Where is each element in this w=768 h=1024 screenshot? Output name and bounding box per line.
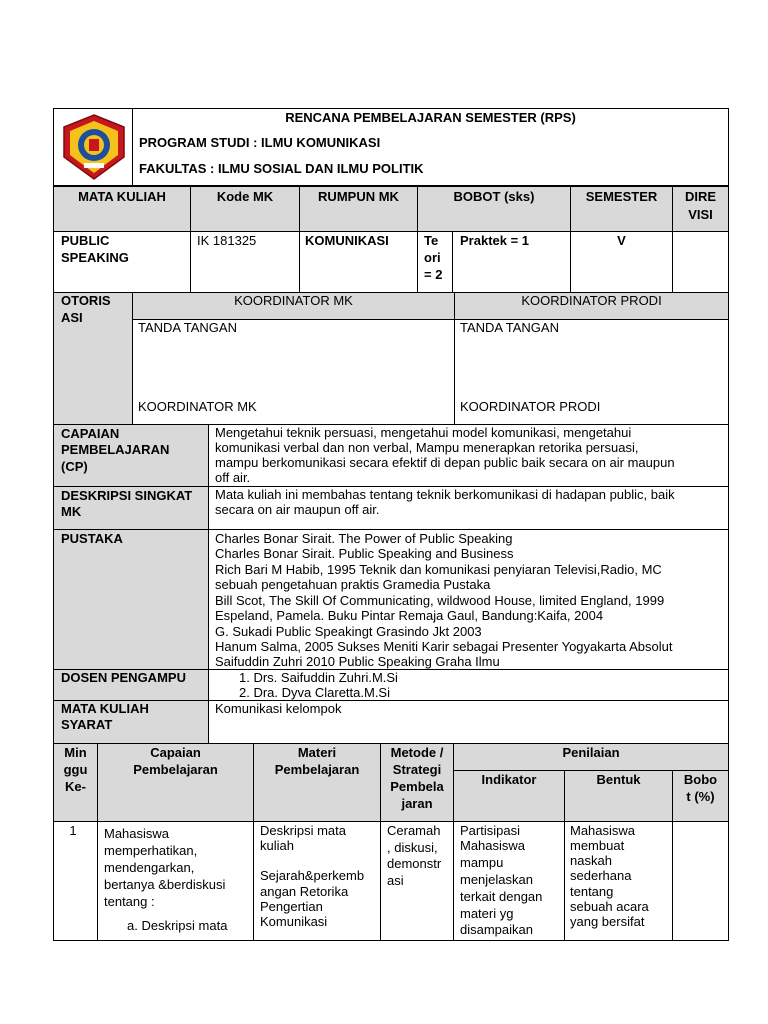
course-teori-3: = 2 <box>424 267 443 282</box>
hdr-direvisi-text-2: VISI <box>688 207 713 222</box>
capaian-line-4: off air. <box>215 470 251 485</box>
th-minggu-text: Ke- <box>65 779 86 794</box>
capaian-line-2: komunikasi verbal dan non verbal, Mampu menerapkan retorika persuasi, <box>215 440 639 455</box>
r1-materi-line: angan Retorika <box>260 884 349 899</box>
capaian-label-1: CAPAIAN <box>61 426 120 441</box>
th-bobot-text: Bobo <box>683 772 718 787</box>
ttd-left-label: TANDA TANGAN <box>138 320 237 335</box>
r1-bentuk-line: Mahasiswa <box>570 823 636 838</box>
r1-indikator-line: Mahasiswa <box>460 838 526 853</box>
r1-bentuk-line: tentang <box>570 884 614 899</box>
r1-metode-line: demonstr <box>387 856 442 871</box>
r1-indikator-line: mampu <box>460 855 504 870</box>
deskripsi-label-2: MK <box>61 504 82 519</box>
r1-bentuk-line: membuat <box>570 838 625 853</box>
th-minggu-text: Min <box>64 745 87 760</box>
deskripsi-label-1: DESKRIPSI SINGKAT <box>61 488 193 503</box>
th-metode-text: jaran <box>401 796 433 811</box>
capaian-line-3: mampu berkomunikasi secara efektif di depan public baik secara on air maupun <box>215 455 675 470</box>
course-name-1: PUBLIC <box>61 233 110 248</box>
koordinator-prodi-head-text: KOORDINATOR PRODI <box>521 293 662 308</box>
pustaka-item: Charles Bonar Sirait. The Power of Public Speaking <box>215 531 513 546</box>
r1-indikator-line: Partisipasi <box>460 823 520 838</box>
course-teori-2: ori <box>424 250 441 265</box>
r1-capaian-line: Mahasiswa <box>104 826 170 841</box>
th-penilaian-text: Penilaian <box>562 745 620 760</box>
otorisasi-label-2: ASI <box>61 310 83 325</box>
course-rumpun: KOMUNIKASI <box>305 233 389 248</box>
r1-capaian-line: memperhatikan, <box>104 843 198 858</box>
th-capaian-text: Capaian <box>150 745 201 760</box>
pustaka-item: Saifuddin Zuhri 2010 Public Speaking Graha Ilmu <box>215 654 500 669</box>
program-studi: PROGRAM STUDI : ILMU KOMUNIKASI <box>139 135 381 150</box>
ttd-left-name: KOORDINATOR MK <box>138 399 257 414</box>
deskripsi-line-1: Mata kuliah ini membahas tentang teknik berkomunikasi di hadapan public, baik <box>215 487 675 502</box>
course-praktek: Praktek = 1 <box>460 233 530 248</box>
ttd-right-name: KOORDINATOR PRODI <box>460 399 601 414</box>
r1-metode-line: asi <box>387 873 404 888</box>
r1-minggu-cell <box>53 821 98 941</box>
hdr-kode-mk-text: Kode MK <box>216 189 274 204</box>
hdr-mata-kuliah-text: MATA KULIAH <box>78 189 166 204</box>
deskripsi-line-2: secara on air maupun off air. <box>215 502 380 517</box>
otorisasi-label-1: OTORIS <box>61 293 111 308</box>
r1-bentuk-line: naskah <box>570 853 612 868</box>
r1-metode-line: , diskusi, <box>387 840 438 855</box>
syarat-label-1: MATA KULIAH <box>61 701 149 716</box>
syarat-label-2: SYARAT <box>61 717 113 732</box>
r1-bentuk-line: sederhana <box>570 868 632 883</box>
university-seal-icon <box>58 113 130 181</box>
th-bentuk-text: Bentuk <box>596 772 641 787</box>
hdr-direvisi-text-1: DIRE <box>684 189 717 204</box>
r1-capaian-line: a. Deskripsi mata <box>127 918 228 933</box>
pustaka-item: Rich Bari M Habib, 1995 Teknik dan komunikasi penyiaran Televisi,Radio, MC <box>215 562 662 577</box>
pustaka-label: PUSTAKA <box>61 531 123 546</box>
r1-materi-line: Deskripsi mata <box>260 823 346 838</box>
r1-indikator-line: disampaikan <box>460 922 533 937</box>
r1-materi-line: kuliah <box>260 838 294 853</box>
th-capaian-text: Pembelajaran <box>133 762 218 777</box>
logo-cell <box>53 108 133 186</box>
r1-indikator-line: menjelaskan <box>460 872 533 887</box>
ttd-right-label: TANDA TANGAN <box>460 320 559 335</box>
th-indikator-text: Indikator <box>481 772 537 787</box>
pustaka-item: sebuah pengetahuan praktis Gramedia Pustaka <box>215 577 491 592</box>
r1-bobot-cell <box>672 821 729 941</box>
course-code: IK 181325 <box>197 233 257 248</box>
course-teori-1: Te <box>424 233 439 248</box>
pustaka-item: Charles Bonar Sirait. Public Speaking and Business <box>215 546 514 561</box>
pustaka-item: Bill Scot, The Skill Of Communicating, wildwood House, limited England, 1999 <box>215 593 665 608</box>
course-direvisi-cell <box>672 231 729 293</box>
capaian-line-1: Mengetahui teknik persuasi, mengetahui model komunikasi, mengetahui <box>215 425 632 440</box>
r1-metode-line: Ceramah <box>387 823 441 838</box>
r1-minggu: 1 <box>69 823 77 838</box>
capaian-label-2: PEMBELAJARAN <box>61 442 170 457</box>
r1-capaian-line: bertanya &berdiskusi <box>104 877 226 892</box>
dosen-label: DOSEN PENGAMPU <box>61 670 186 685</box>
th-bobot-text: t (%) <box>686 789 715 804</box>
th-minggu-text: ggu <box>63 762 88 777</box>
hdr-semester-text: SEMESTER <box>585 189 658 204</box>
hdr-bobot-text: BOBOT (sks) <box>453 189 535 204</box>
r1-materi-line: Komunikasi <box>260 914 328 929</box>
hdr-rumpun-mk-text: RUMPUN MK <box>318 189 399 204</box>
r1-indikator-line: materi yg <box>460 906 514 921</box>
th-metode-text: Pembela <box>390 779 444 794</box>
th-metode-text: Strategi <box>392 762 442 777</box>
pustaka-label-cell <box>53 529 209 670</box>
th-materi-text: Pembelajaran <box>274 762 360 777</box>
r1-indikator-line: terkait dengan <box>460 889 543 904</box>
r1-bentuk-line: yang bersifat <box>570 914 645 929</box>
r1-bentuk-line: sebuah acara <box>570 899 649 914</box>
fakultas: FAKULTAS : ILMU SOSIAL DAN ILMU POLITIK <box>139 161 424 176</box>
pustaka-item: Hanum Salma, 2005 Sukses Meniti Karir sebagai Presenter Yogyakarta Absolut <box>215 639 673 654</box>
r1-materi-line: Sejarah&perkemb <box>260 868 365 883</box>
course-semester: V <box>617 233 626 248</box>
dosen-item: 2. Dra. Dyva Claretta.M.Si <box>239 685 390 700</box>
capaian-label-3: (CP) <box>61 459 88 474</box>
document-title: RENCANA PEMBELAJARAN SEMESTER (RPS) <box>285 110 576 125</box>
r1-materi-line: Pengertian <box>260 899 323 914</box>
pustaka-item: G. Sukadi Public Speakingt Grasindo Jkt 2003 <box>215 624 482 639</box>
koordinator-mk-head-text: KOORDINATOR MK <box>234 293 353 308</box>
th-materi-text: Materi <box>297 745 337 760</box>
th-metode-text: Metode / <box>390 745 444 760</box>
pustaka-item: Espeland, Pamela. Buku Pintar Remaja Gaul, Bandung:Kaifa, 2004 <box>215 608 604 623</box>
course-name-2: SPEAKING <box>61 250 129 265</box>
r1-capaian-line: mendengarkan, <box>104 860 195 875</box>
dosen-item: 1. Drs. Saifuddin Zuhri.M.Si <box>239 670 398 685</box>
syarat-value: Komunikasi kelompok <box>215 701 342 716</box>
r1-capaian-line: tentang : <box>104 894 155 909</box>
